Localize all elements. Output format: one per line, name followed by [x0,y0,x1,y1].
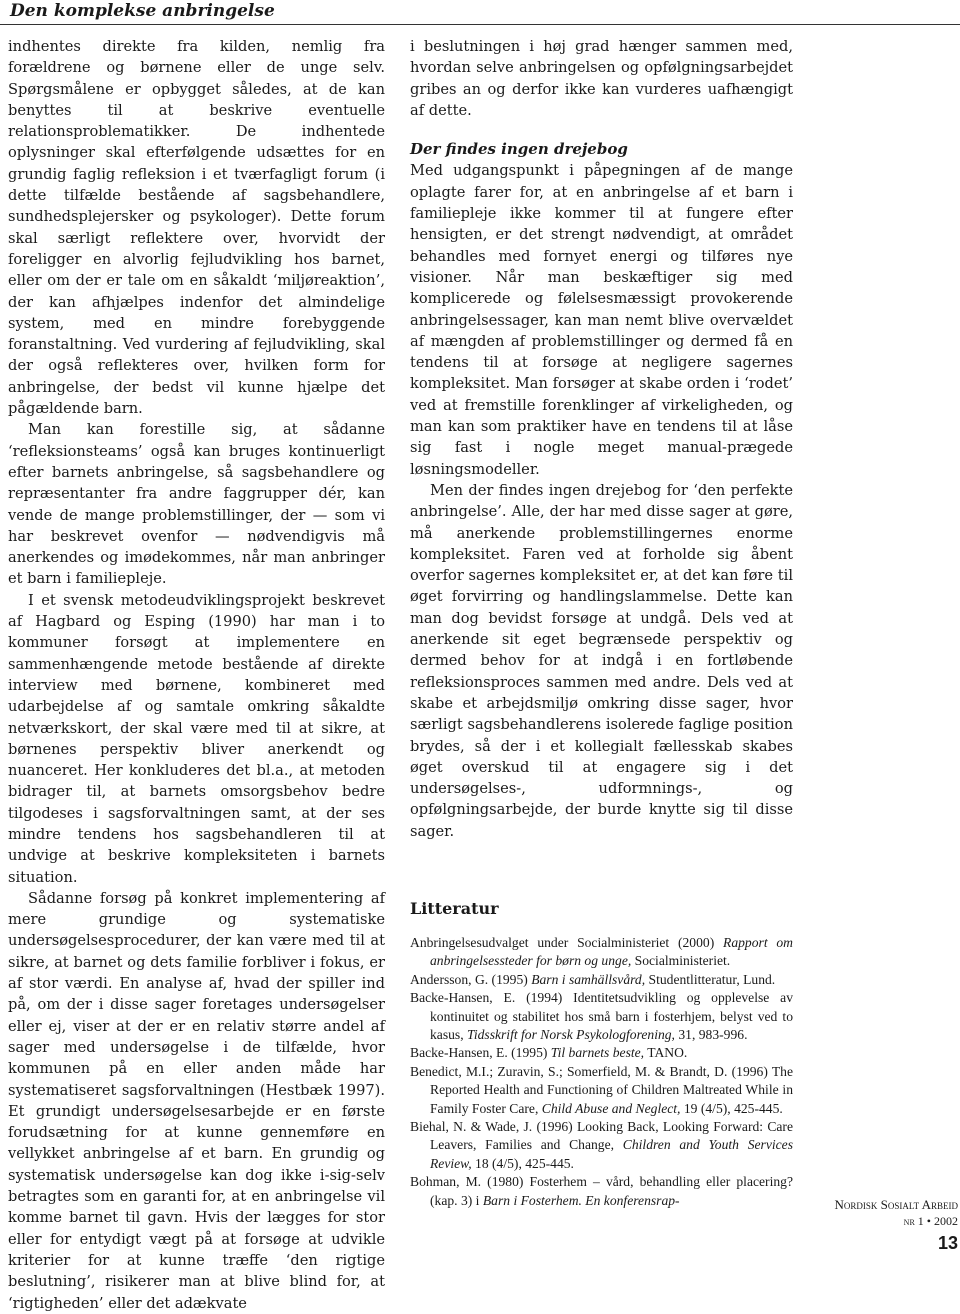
reference-item: Biehal, N. & Wade, J. (1996) Looking Back, Looking Forward: Care Leavers, Families and Change, Children and Youth Services Review, 18 (4/5), 425-445. [410,1119,794,1171]
body-paragraph: Sådanne forsøg på konkret implementering af mere grundige og systematiske undersøgelsesprocedurer, der kan være med til at sikre, at barnet og dets familie forbliver i fokus, er af stor værdi. En analyse af, hvad der spiller ind på, om der i disse sager foretages undersøgelser eller ej, viser at der er en relativ større andel af sager med undersøgelse i de tilfælde, hvor kommunen på en eller anden måde har systematiseret sagsforvaltningen (Hestbæk 1997). Et grundigt undersøgelsesarbejde er en første forudsætning for at kunne gennemføre en vellykket anbringelse af et barn. En grundig og systematisk undersøgelse kan dog ikke i-sig-selv betragtes som en garanti for, at en anbringelse vil komme barnet til gavn. Hvis der lægges for stor eller for entydigt vægt på at forsøge at udvikle kriterier for at kunne træffe ‘den rigtige beslutning’, risikerer man at blive blind for, at ‘rigtigheden’ eller det adækvate [8,889,385,1312]
body-paragraph: Med udgangspunkt i påpegningen af de mange oplagte farer for, at en anbringelse af et barn i familiepleje ikke kommer til at fungere efter hensigten, er det strengt nødvendigt, at området behandles med fornyet energi og tilføres nye visioner. Når man beskæftiger sig med komplicerede og følelsesmæssigt provokerende anbringelsessager, kan man nemt blive overvældet af mængden af problemstillinger og dermed få en tendens til at forsøge at negligere sagernes kompleksitet. Man forsøger at skabe orden i ‘rodet’ ved at fremstille forenklinger af virkeligheden, og man kan som praktiker have en tendens til at låse sig fast i nogle meget manual-prægede løsningsmodeller. [410,162,793,478]
body-paragraph: i beslutningen i høj grad hænger sammen med, hvordan selve anbringelsen og opfølgningsarbejdet gribes an og derfor ikke kan vurderes uafhængigt af dette. [410,38,793,119]
reference-item: Backe-Hansen, E. (1995) Til barnets beste, TANO. [410,1045,688,1061]
reference-item: Andersson, G. (1995) Barn i samhällsvård, Studentlitteratur, Lund. [410,971,776,987]
left-column [8,36,385,1314]
running-header [0,0,960,30]
reference-item: Benedict, M.I.; Zuravin, S.; Somerfield, M. & Brandt, D. (1996) The Reported Health and Functioning of Children Maltreated While in Family Foster Care, Child Abuse and Neglect, 19 (4/5), 425-445. [410,1063,793,1116]
body-paragraph: I et svensk metodeudviklingsprojekt beskrevet af Hagbard og Esping (1990) har man i to kommuner forsøgt at implementere en sammenhængende metode bestående af direkte interview med børnene, kombineret med udarbejdelse af og samtale omkring såkaldte netværkskort, der skal være med til at sikre, at børnenes perspektiv bliver anerkendt og nuanceret. Her konkluderes det bl.a., at metoden bidrager til, at barnets omsorgsbehov bedre tilgodeses i sagsforvaltningen samt, at der ses mindre tendens hos sagsbehandleren til at undvige at beskrive kompleksiteten i barnets situation. [8,591,385,886]
section-heading: Der findes ingen drejebog [410,140,628,159]
reference-item: Anbringelsesudvalget under Socialministeriet (2000) Rapport om anbringelsessteder for børn og unge, Socialministeriet. [410,934,793,969]
reference-list [410,934,793,1210]
journal-issue: nr 1 • 2002 [903,1214,958,1228]
header-rule [0,24,960,25]
reference-item: Bohman, M. (1980) Fosterhem – vård, behandling eller placering? (kap. 3) i Barn i Fosterhem. En konferensrap- [410,1174,793,1208]
journal-title: Nordisk Sosialt Arbeid [834,1197,958,1212]
right-column [410,36,793,1210]
body-paragraph: Man kan forestille sig, at sådanne ‘refleksionsteams’ også kan bruges kontinuerligt efter barnets anbringelse, så sagsbehandlere og repræsentanter fra andre faggrupper dér, kan vende de mange problemstillinger, der — som vi har beskrevet ovenfor — nødvendigvis må anerkendes og imødekommes, når man anbringer et barn i familiepleje. [8,421,385,588]
reference-item: Backe-Hansen, E. (1994) Identitetsudvikling og opplevelse av kontinuitet og stabilitet hos små barn i fosterhjem, belyst ved to kasus, Tidsskrift for Norsk Psykologforening, 31, 983-996. [410,990,793,1043]
journal-name [820,1196,958,1230]
literature-heading: Litteratur [410,898,499,918]
page-number: 13 [937,1233,958,1253]
running-header-title: Den komplekse anbringelse [10,1,275,21]
body-paragraph: indhentes direkte fra kilden, nemlig fra forældrene og børnene eller de unge selv. Spørgsmålene er opbygget således, at de kan benyttes til at beskrive eventuelle relationsproblematikker. De indhentede oplysninger skal efterfølgende udsættes for en grundig faglig refleksion i et tværfagligt forum (i dette tilfælde bestående af sagsbehandlere, sundhedsplejersker og psykologer). Dette forum skal særligt reflektere over, hvorvidt der foreligger en alvorlig fejludvikling hos barnet, eller om der er tale om en såkaldt ‘miljøreaktion’, der kan afhjælpes indenfor det almindelige system, med en mindre forebyggende foranstaltning. Ved vurdering af fejludvikling, skal der også reflekteres over, hvilken form for anbringelse, der bedst vil kunne hjælpe det pågældende barn. [8,38,385,418]
body-paragraph: Men der findes ingen drejebog for ‘den perfekte anbringelse’. Alle, der har med disse sager at gøre, må anerkende problemstillingernes enorme kompleksitet. Faren ved at forholde sig åbent overfor sagernes kompleksitet er, at det kan føre til øget forvirring og handlingslammelse. Dette kan man dog bevidst forsøge at undgå. Dels ved at anerkende sit eget begrænsede perspektiv og dermed behov for at indgå i en fortløbende refleksionsproces sammen med andre. Dels ved at skabe et arbejdsmiljø omkring disse sager, hvor særligt sagsbehandlerens isolerede faglige position brydes, så der i et kollegialt fællesskab skabes øget overskud til at engagere sig i det undersøgelses-, udformnings-, og opfølgningsarbejde, der burde knytte sig til disse sager. [410,481,793,840]
